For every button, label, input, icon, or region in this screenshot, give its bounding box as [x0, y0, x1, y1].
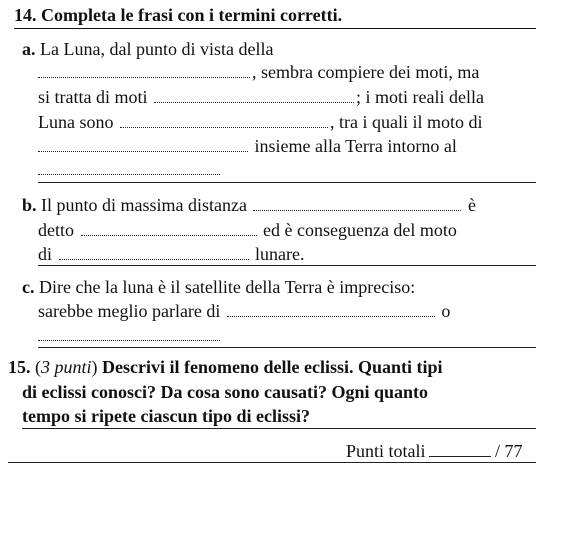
divider — [38, 265, 536, 266]
part-a-line-2: , sembra compiere dei moti, ma — [38, 61, 479, 83]
part-a-line-4: Luna sono , tra i quali il moto di — [38, 112, 483, 132]
answer-blank[interactable] — [227, 312, 435, 317]
part-b-line-1: b. Il punto di massima distanza è — [22, 195, 476, 215]
total-points-blank[interactable] — [429, 440, 491, 457]
part-b-line-3: di lunare. — [38, 244, 305, 264]
divider — [14, 28, 536, 29]
question-15-line-2: di eclissi conosci? Da cosa sono causati? Ogni quanto — [22, 382, 429, 402]
answer-blank[interactable] — [38, 73, 250, 78]
divider — [22, 428, 536, 429]
answer-blank[interactable] — [81, 231, 257, 236]
part-c-line-1: c. Dire che la luna è il satellite della Terra è impreciso: — [22, 277, 416, 297]
answer-blank[interactable] — [38, 336, 220, 341]
answer-blank[interactable] — [154, 98, 354, 103]
total-points: Punti totali / 77 — [346, 441, 523, 461]
part-a-line-1: a. La Luna, dal punto di vista della — [22, 39, 274, 59]
divider — [8, 462, 536, 463]
answer-blank[interactable] — [120, 123, 328, 128]
question-15-line-3: tempo si ripete ciascun tipo di eclissi? — [22, 406, 310, 426]
question-14-title: 14. Completa le frasi con i termini corretti. — [14, 5, 343, 25]
part-c-line-3 — [38, 324, 222, 346]
part-a-line-6 — [38, 158, 222, 180]
answer-blank[interactable] — [38, 170, 220, 175]
part-b-line-2: detto ed è conseguenza del moto — [38, 220, 457, 240]
divider — [38, 347, 536, 348]
question-15-line-1: 15. (3 punti) Descrivi il fenomeno delle eclissi. Quanti tipi — [8, 357, 443, 377]
answer-blank[interactable] — [59, 255, 249, 260]
divider — [38, 182, 536, 183]
part-a-line-5: insieme alla Terra intorno al — [38, 135, 457, 157]
part-c-line-2: sarebbe meglio parlare di o — [38, 301, 451, 321]
answer-blank[interactable] — [38, 147, 248, 152]
answer-blank[interactable] — [253, 206, 461, 211]
part-a-line-3: si tratta di moti ; i moti reali della — [38, 87, 484, 107]
